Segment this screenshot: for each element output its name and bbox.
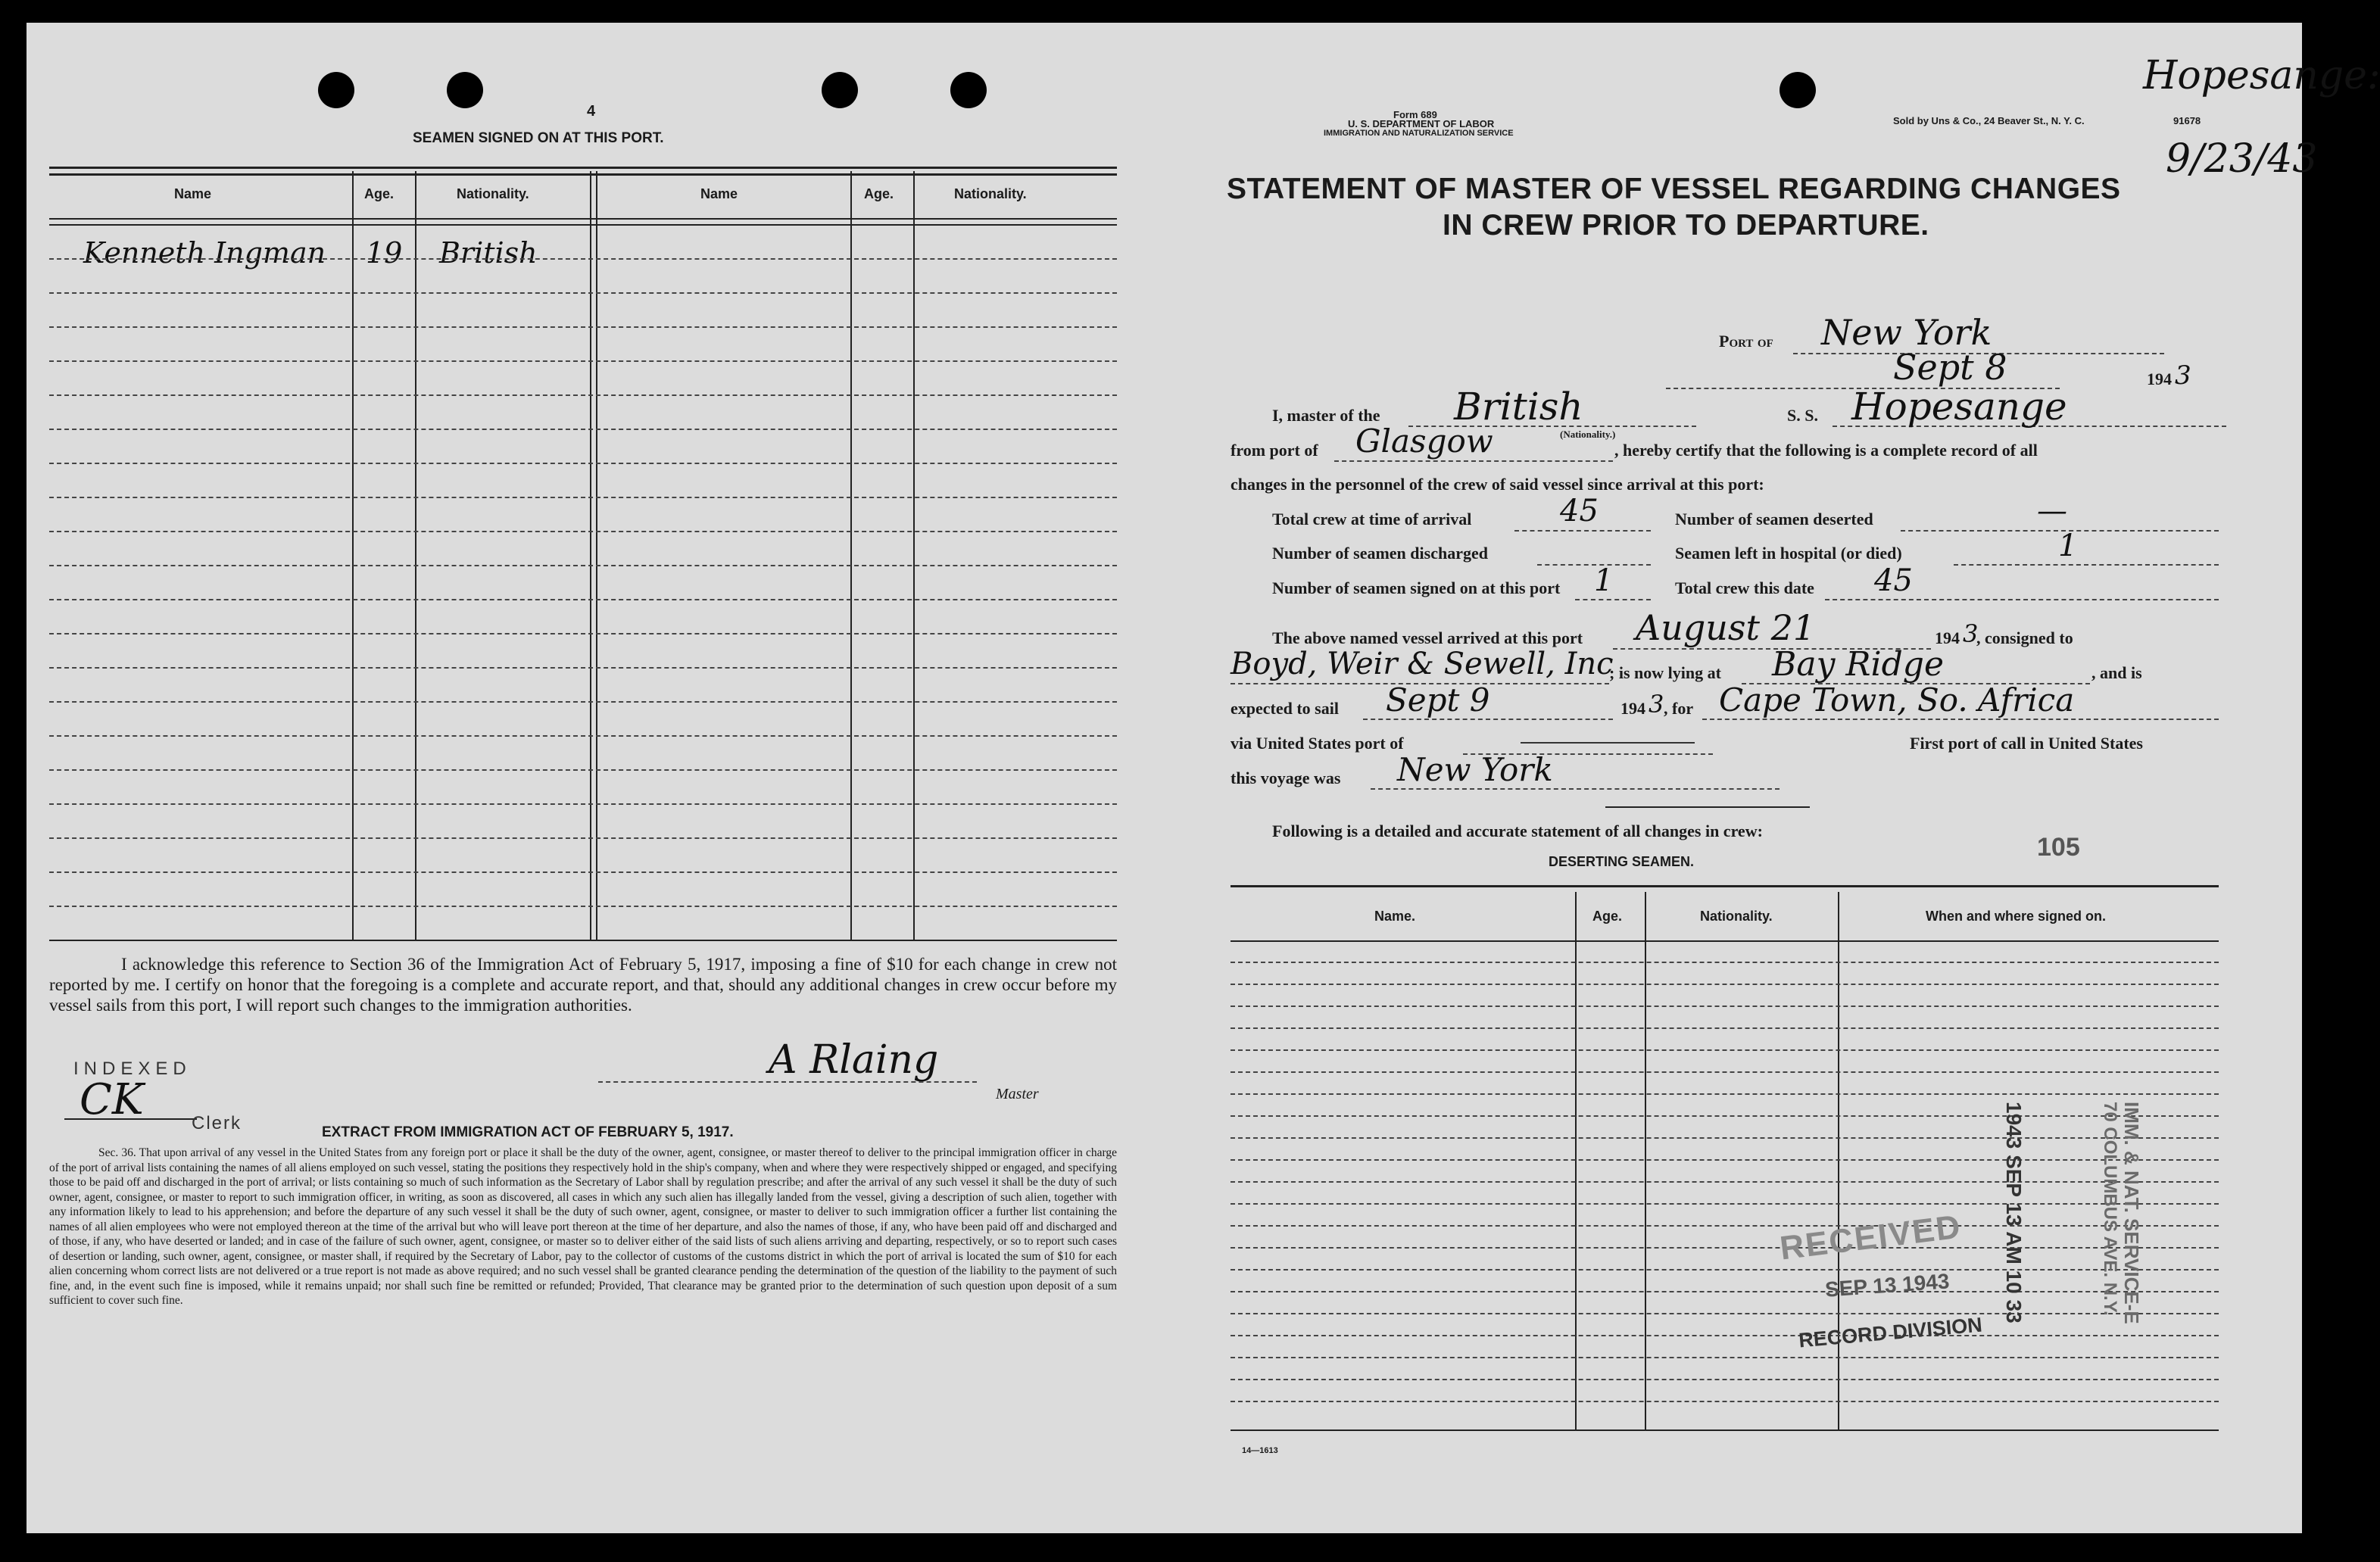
extract-text: Sec. 36. That upon arrival of any vessel in the United States from any foreign port or place it shall be the duty of the owner, agent, consignee, or master thereof to deliver to the principal immigration officer in charge of the port of arrival lists containing the names of all aliens employed on such vessel, stating the positions they respectively hold in the ship's company, when and where they were respectively shipped or engaged, and specifying those to be paid off and discharged in the port of arrival; or lists containing so much of such information as the Secretary of Labor shall by regulation prescribe; and after the arrival of any such vessel it shall be the duty of such owner, agent, consignee, or master to report to such immigration officer, in writing, as soon as discovered, all cases in which any such alien has illegally landed from the vessel, giving a description of such alien, together with any information likely to lead to his apprehension; and before the departure of any such vessel it shall be the duty of such owner, agent, consignee, or master to deliver to such immigration officer a further list containing the names of all alien employees who were not employed thereon at the time of the arrival but who will leave port thereon at the time of her departure, and also the names of those, if any, who have been paid off and discharged and of those, if any, who have deserted or landed; and in case of the failure of such owner, agent, consignee, or master so to deliver either of the said lists of such aliens arriving and departing, respectively, or so to report such cases of desertion or landing, such owner, agent, consignee, or master shall, if required by the Secretary of Labor, pay to the collector of customs of the customs district in which the port of arrival is located the sum of $10 for each alien concerning whom correct lists are not delivered or a true report is not made as above required; and no such vessel shall be granted clearance pending the determination of the question of the liability to the payment of such fine, and, in the event such fine is imposed, while it remains unpaid; nor shall such fine be remitted or refunded; Provided, That clearance may be granted prior to the determination of such question upon deposit of a sum sufficient to cover such fine. — [49, 1146, 1117, 1307]
table-row — [1231, 1357, 2219, 1358]
table-row — [1231, 962, 2219, 963]
table-row-name: Kenneth Ingman — [83, 236, 326, 270]
table-row-age: 19 — [366, 236, 403, 270]
table-row — [49, 906, 1117, 907]
destination: Cape Town, So. Africa — [1719, 681, 2075, 719]
sail-date: Sept 9 — [1386, 681, 1490, 719]
punch-hole — [950, 72, 987, 108]
extract-title: EXTRACT FROM IMMIGRATION ACT OF FEBRUARY 5, 1917. — [322, 1124, 734, 1140]
table-row — [1231, 1313, 2219, 1314]
deserting-heading: DESERTING SEAMEN. — [1549, 854, 1695, 869]
following-text: Following is a detailed and accurate statement of all changes in crew: — [1272, 822, 1763, 840]
table-row — [1231, 1093, 2219, 1095]
table-row — [49, 531, 1117, 532]
table-row — [1231, 1225, 2219, 1227]
changes-text: changes in the personnel of the crew of said vessel since arrival at this port: — [1231, 475, 1764, 494]
total-crew-date-value: 45 — [1874, 563, 1913, 598]
table-row — [1231, 1335, 2219, 1336]
master-signature: A Rlaing — [769, 1037, 939, 1083]
table-row — [49, 258, 1117, 260]
form-number: Form 689 — [1393, 109, 1437, 120]
table-top-rule — [49, 167, 1117, 176]
col-nationality-2: Nationality. — [954, 186, 1027, 201]
table-row — [49, 326, 1117, 328]
table-row — [49, 429, 1117, 430]
year-suffix: 3 — [2175, 360, 2191, 391]
signed-on-heading: SEAMEN SIGNED ON AT THIS PORT. — [413, 130, 664, 146]
form-title-line1: STATEMENT OF MASTER OF VESSEL REGARDING CHANGES — [1227, 173, 2121, 205]
hospital-label: Seamen left in hospital (or died) — [1675, 544, 1902, 563]
table-row — [1231, 1401, 2219, 1402]
master-of-label: I, master of the — [1272, 406, 1380, 425]
nationality-value: British — [1454, 385, 1583, 429]
table-row-nationality: British — [439, 236, 538, 270]
department: U. S. DEPARTMENT OF LABOR — [1348, 118, 1495, 129]
master-label: Master — [996, 1086, 1039, 1102]
col-age-2: Age. — [864, 186, 894, 201]
table-header-rule — [49, 218, 1117, 220]
table-row — [1231, 1181, 2219, 1183]
table-row — [1231, 1071, 2219, 1073]
first-port-value: New York — [1397, 751, 1553, 788]
table-row — [49, 565, 1117, 566]
table-row — [49, 871, 1117, 873]
desert-col-name: Name. — [1374, 909, 1416, 924]
sail-year-suffix: 3 — [1649, 690, 1664, 719]
hospital-value: 1 — [2058, 528, 2078, 563]
table-row — [49, 599, 1117, 600]
nationality-caption: (Nationality.) — [1560, 429, 1616, 440]
arrived-year-prefix: 194 — [1935, 628, 1960, 647]
table-row — [1231, 1049, 2219, 1051]
for-label: , for — [1664, 699, 1694, 718]
table-row — [1231, 1137, 2219, 1139]
arrived-year-suffix: 3 — [1963, 619, 1979, 648]
form-title-line2: IN CREW PRIOR TO DEPARTURE. — [1443, 209, 1929, 242]
from-port-value: Glasgow — [1355, 422, 1493, 460]
col-nationality-1: Nationality. — [457, 186, 529, 201]
arrived-label: The above named vessel arrived at this port — [1272, 628, 1583, 647]
port-of-label: Port of — [1719, 332, 1773, 351]
table-row — [1231, 1291, 2219, 1292]
table-row — [1231, 1005, 2219, 1007]
total-crew-arrival-value: 45 — [1560, 494, 1599, 528]
date-value: Sept 8 — [1893, 347, 2007, 388]
page-number: 4 — [587, 103, 596, 120]
table-row — [1231, 1269, 2219, 1270]
left-page — [27, 23, 1136, 1533]
seamen-deserted-value: — — [2037, 494, 2067, 528]
desert-col-when-where: When and where signed on. — [1926, 909, 2107, 924]
table-row — [1231, 1379, 2219, 1380]
stamp-record-division: RECORD DIVISION — [1798, 1313, 1983, 1352]
table-row — [1231, 1027, 2219, 1029]
lying-label: ; is now lying at — [1609, 663, 1721, 682]
via-label: via United States port of — [1231, 734, 1404, 753]
indexed-stamp: INDEXED — [73, 1058, 192, 1079]
table-row — [49, 803, 1117, 805]
sheet-number: 105 — [2037, 833, 2080, 862]
stamp-address: 70 COLUMBUS AVE. N.Y. — [2100, 1102, 2120, 1316]
table-row — [49, 837, 1117, 839]
table-row — [1231, 1247, 2219, 1249]
stamp-received-date: SEP 13 1943 — [1824, 1269, 1951, 1302]
annotation-ship: Hopesange: — [2143, 53, 2380, 98]
col-name-1: Name — [174, 186, 212, 201]
table-row — [1231, 1115, 2219, 1117]
table-row — [49, 735, 1117, 737]
signed-on-value: 1 — [1594, 563, 1614, 598]
year-prefix: 194 — [2147, 369, 2172, 388]
table-row — [49, 633, 1117, 634]
ship-name: Hopesange — [1851, 385, 2067, 429]
from-port-label: from port of — [1231, 441, 1318, 460]
first-port-label: First port of call in United States — [1910, 734, 2143, 753]
signed-on-label: Number of seamen signed on at this port — [1272, 578, 1561, 597]
clerk-label: Clerk — [192, 1113, 242, 1133]
table-row — [1231, 984, 2219, 985]
annotation-date: 9/23/43 — [2166, 136, 2318, 182]
table-row — [49, 394, 1117, 396]
arrived-date: August 21 — [1636, 607, 1816, 648]
desert-col-nationality: Nationality. — [1700, 909, 1773, 924]
certify-text: , hereby certify that the following is a complete record of all — [1614, 441, 2038, 460]
table-row — [49, 667, 1117, 669]
seamen-discharged-label: Number of seamen discharged — [1272, 544, 1488, 563]
seamen-deserted-label: Number of seamen deserted — [1675, 510, 1873, 528]
clerk-initials: CK — [80, 1075, 144, 1124]
consigned-label: , consigned to — [1976, 628, 2073, 647]
stamp-service: IMM. & NAT. SERVICE-E — [2120, 1102, 2143, 1324]
punch-hole — [447, 72, 483, 108]
table-row — [49, 463, 1117, 464]
punch-hole — [1780, 72, 1816, 108]
table-row — [1231, 1203, 2219, 1205]
table-row — [49, 769, 1117, 771]
col-age-1: Age. — [364, 186, 395, 201]
voyage-label: this voyage was — [1231, 769, 1341, 787]
desert-col-age: Age. — [1592, 909, 1623, 924]
service-name: IMMIGRATION AND NATURALIZATION SERVICE — [1324, 129, 1514, 138]
total-crew-arrival-label: Total crew at time of arrival — [1272, 510, 1472, 528]
table-row — [49, 497, 1117, 498]
consignee: Boyd, Weir & Sewell, Inc — [1231, 647, 1614, 681]
seller-number: 91678 — [2173, 115, 2201, 126]
table-row — [49, 292, 1117, 294]
punch-hole — [318, 72, 354, 108]
table-row — [49, 701, 1117, 703]
port-of-value: New York — [1821, 312, 1992, 353]
and-is-label: , and is — [2091, 663, 2142, 682]
total-crew-date-label: Total crew this date — [1675, 578, 1814, 597]
table-row — [49, 360, 1117, 362]
ss-label: S. S. — [1787, 406, 1818, 425]
lying-at: Bay Ridge — [1772, 645, 1944, 684]
col-name-2: Name — [700, 186, 738, 201]
seller-line: Sold by Uns & Co., 24 Beaver St., N. Y. C. — [1893, 115, 2085, 126]
stamp-datetime: 1943 SEP 13 AM 10 33 — [2002, 1102, 2026, 1323]
acknowledgement-text: I acknowledge this reference to Section 36 of the Immigration Act of February 5, 1917, imposing a fine of $10 for each change in crew not reported by me. I certify on honor that the foregoing is a complete and accurate report, and that, should any additional changes in crew occur before my vessel sails from this port, I will report such changes to the immigration authorities. — [49, 955, 1117, 1015]
stamp-received: RECEIVED — [1777, 1208, 1964, 1267]
punch-hole — [822, 72, 858, 108]
table-row — [1231, 1159, 2219, 1161]
sail-year-prefix: 194 — [1620, 699, 1645, 718]
footer-code: 14—1613 — [1242, 1446, 1278, 1455]
right-page — [1136, 23, 2380, 1533]
expected-label: expected to sail — [1231, 699, 1339, 718]
